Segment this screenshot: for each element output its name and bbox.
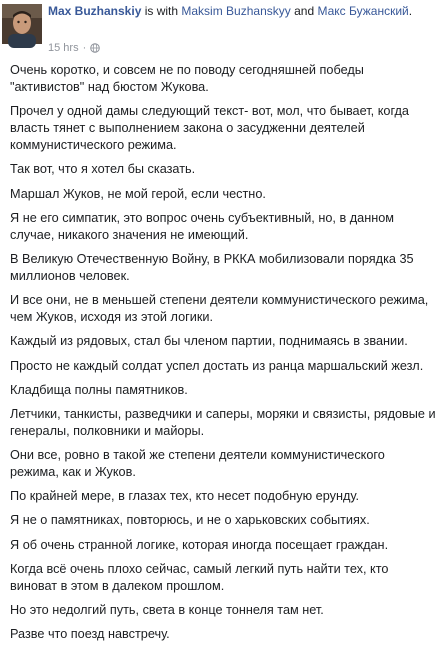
post-paragraph: Так вот, что я хотел бы сказать. [10, 162, 196, 177]
meta-separator: · [82, 42, 87, 54]
post-paragraph: Разве что поезд навстречу. [10, 627, 170, 642]
post-paragraph: Летчики, танкисты, разведчики и саперы, моряки и связисты, рядовые и генералы, полковники и майоры. [10, 406, 436, 438]
post-paragraph: Когда всё очень плохо сейчас, самый легкий путь найти тех, кто виноват в этом в далеком прошлом. [10, 561, 389, 593]
author-name[interactable]: Max Buzhanskiy [48, 4, 142, 18]
timestamp[interactable]: 15 hrs [48, 42, 79, 54]
and-text: and [290, 4, 318, 18]
with-text: is with [141, 4, 182, 18]
post-paragraph: Я не его симпатик, это вопрос очень субъективный, но, в данном случае, никакого значения не имеющий. [10, 210, 394, 242]
tagged-user-1[interactable]: Maksim Buzhanskyy [181, 4, 291, 18]
tagged-user-2[interactable]: Макс Бужанский [317, 4, 409, 18]
post-paragraph: Каждый из рядовых, стал бы членом партии, поднимаясь в звании. [10, 334, 408, 349]
post-paragraph: Маршал Жуков, не мой герой, если честно. [10, 186, 266, 201]
avatar-image [2, 4, 42, 44]
post-paragraph: Я об очень странной логике, которая иногда посещает граждан. [10, 537, 389, 552]
post-paragraph: Просто не каждый солдат успел достать из ранца маршальский жезл. [10, 358, 424, 373]
post-paragraph: По крайней мере, в глазах тех, кто несет подобную ерунду. [10, 489, 359, 504]
post-paragraph: Очень коротко, и совсем не по поводу сегодняшней победы "активистов" над бюстом Жукова. [10, 63, 364, 94]
post-paragraph: В Великую Отечественную Войну, в РККА мобилизовали порядка 35 миллионов человек. [10, 251, 414, 283]
period-text: . [408, 4, 413, 18]
post-paragraph: Прочел у одной дамы следующий текст- вот, мол, что бывает, когда власть тянет с выполнением закона о засудженни деятелей коммунистического режима. [10, 104, 409, 153]
globe-icon[interactable] [90, 43, 100, 53]
post-header-text [48, 4, 438, 19]
post-meta [48, 41, 100, 55]
post-paragraph: Я не о памятниках, повторюсь, и не о харьковских событиях. [10, 513, 370, 528]
avatar[interactable] [2, 4, 42, 44]
post-paragraph: И все они, не в меньшей степени деятели коммунистического режима, чем Жуков, исходя из этой логики. [10, 293, 429, 325]
post-body [10, 62, 436, 650]
post-paragraph: Но это недолгий путь, света в конце тоннеля там нет. [10, 603, 324, 617]
post-paragraph: Кладбища полны памятников. [10, 382, 188, 397]
post-header [0, 0, 444, 58]
post-paragraph: Они все, ровно в такой же степени деятели коммунистического режима, как и Жуков. [10, 448, 385, 480]
